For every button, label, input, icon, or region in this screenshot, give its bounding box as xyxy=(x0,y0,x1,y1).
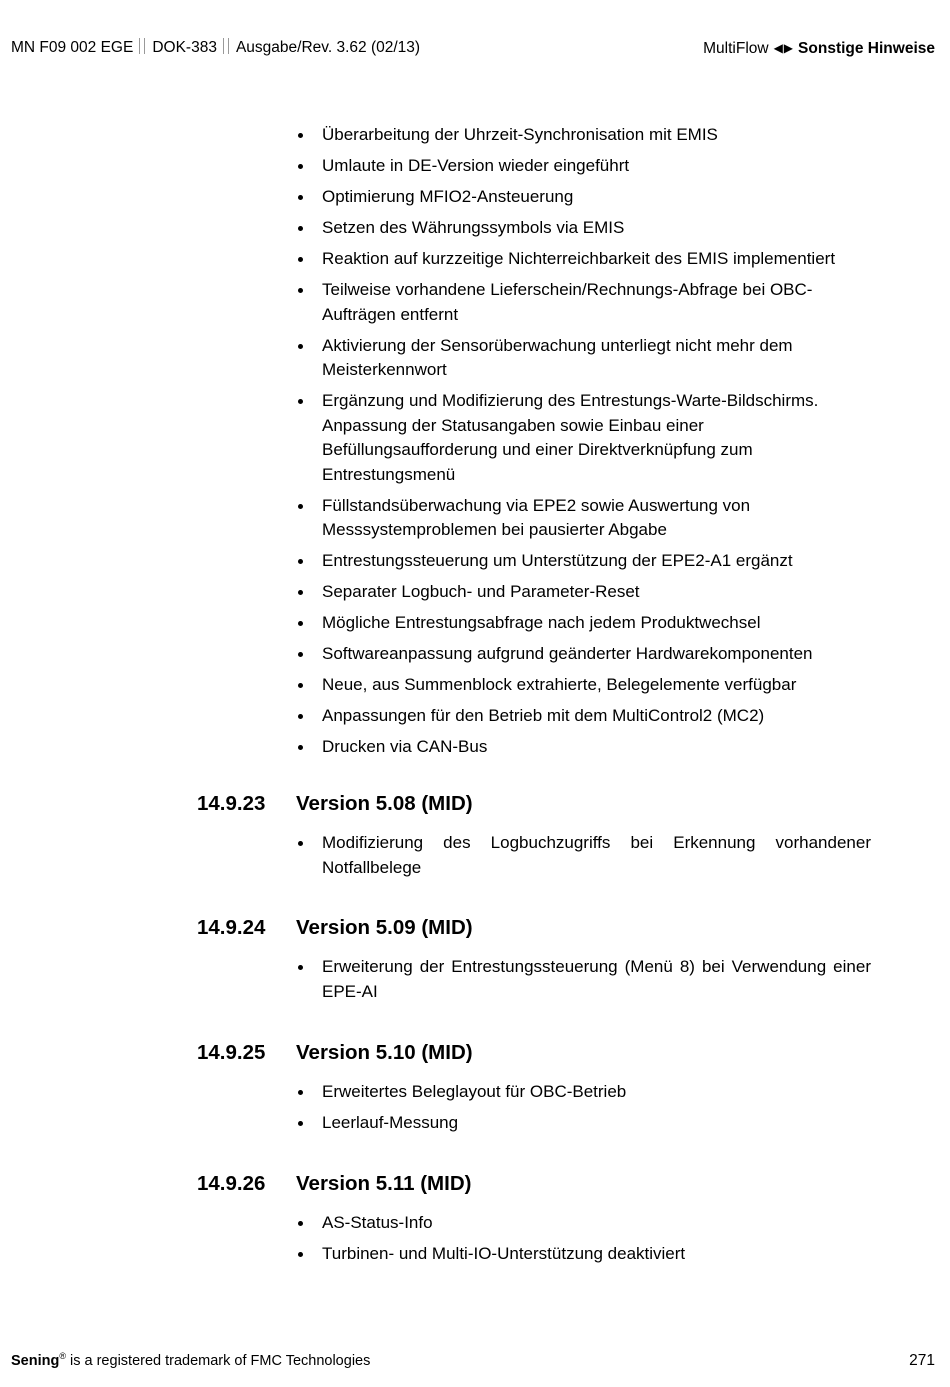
header-arrows-icon: ◀▶ xyxy=(773,41,795,55)
header-dok: DOK-383 xyxy=(152,39,217,56)
section-bullet-list xyxy=(296,1080,871,1142)
section-heading xyxy=(197,915,473,941)
list-item: Softwareanpassung aufgrund geänderter Hardwarekomponenten xyxy=(296,642,871,667)
section-heading xyxy=(197,1040,473,1066)
list-item: Modifizierung des Logbuchzugriffs bei Erkennung vorhandener Notfallbelege xyxy=(296,831,871,880)
page-number: 271 xyxy=(909,1352,935,1369)
list-item: Reaktion auf kurzzeitige Nichterreichbarkeit des EMIS implementiert xyxy=(296,247,871,272)
registered-mark: ® xyxy=(59,1351,66,1361)
list-item: Umlaute in DE-Version wieder eingeführt xyxy=(296,154,871,179)
list-item: Erweiterung der Entrestungssteuerung (Menü 8) bei Verwendung einer EPE-AI xyxy=(296,955,871,1004)
section-number: 14.9.25 xyxy=(197,1041,266,1064)
list-item: Optimierung MFIO2-Ansteuerung xyxy=(296,185,871,210)
list-item: AS-Status-Info xyxy=(296,1211,871,1236)
section-heading xyxy=(197,1171,471,1197)
section-bullet-list xyxy=(296,955,871,1011)
list-item: Entrestungssteuerung um Unterstützung der EPE2-A1 ergänzt xyxy=(296,549,871,574)
header-section-title: Sonstige Hinweise xyxy=(798,40,935,57)
section-title: Version 5.11 (MID) xyxy=(296,1172,472,1195)
list-item: Neue, aus Summenblock extrahierte, Belegelemente verfügbar xyxy=(296,673,871,698)
section-number: 14.9.24 xyxy=(197,916,266,939)
list-item: Füllstandsüberwachung via EPE2 sowie Auswertung von Messsystemproblemen bei pausierter Abgabe xyxy=(296,494,871,543)
section-heading xyxy=(197,791,473,817)
section-number: 14.9.26 xyxy=(197,1172,266,1195)
section-bullet-list xyxy=(296,831,871,887)
list-item: Teilweise vorhandene Lieferschein/Rechnungs-Abfrage bei OBC-Aufträgen entfernt xyxy=(296,278,871,327)
header-document-info xyxy=(11,38,420,58)
list-item: Separater Logbuch- und Parameter-Reset xyxy=(296,580,871,605)
header-doc-id: MN F09 002 EGE xyxy=(11,39,134,56)
section-title: Version 5.09 (MID) xyxy=(296,916,473,939)
list-item: Turbinen- und Multi-IO-Unterstützung deaktiviert xyxy=(296,1242,871,1267)
list-item: Anpassungen für den Betrieb mit dem MultiControl2 (MC2) xyxy=(296,704,871,729)
list-item: Ergänzung und Modifizierung des Entrestungs-Warte-Bildschirms. Anpassung der Statusangaben sowie Einbau einer Befüllungsaufforderung und einer Direktverknüpfung zum Entrestungsmenü xyxy=(296,389,871,487)
list-item: Leerlauf-Messung xyxy=(296,1111,871,1136)
section-number: 14.9.23 xyxy=(197,792,266,815)
intro-bullet-list xyxy=(296,123,871,766)
page-header xyxy=(11,38,935,58)
list-item: Drucken via CAN-Bus xyxy=(296,735,871,760)
header-revision: Ausgabe/Rev. 3.62 (02/13) xyxy=(235,39,421,56)
list-item: Aktivierung der Sensorüberwachung unterliegt nicht mehr dem Meisterkennwort xyxy=(296,334,871,383)
section-title: Version 5.10 (MID) xyxy=(296,1041,473,1064)
list-item: Überarbeitung der Uhrzeit-Synchronisation mit EMIS xyxy=(296,123,871,148)
footer-trademark-text: is a registered trademark of FMC Technologies xyxy=(65,1353,371,1369)
header-separator xyxy=(223,38,229,54)
header-section-info xyxy=(703,38,935,59)
page-footer xyxy=(11,1351,935,1371)
section-title: Version 5.08 (MID) xyxy=(296,792,473,815)
header-separator xyxy=(139,38,145,54)
footer-brand: Sening xyxy=(11,1353,60,1369)
footer-trademark xyxy=(11,1351,370,1371)
section-bullet-list xyxy=(296,1211,871,1273)
header-product: MultiFlow xyxy=(703,40,769,57)
list-item: Erweitertes Beleglayout für OBC-Betrieb xyxy=(296,1080,871,1105)
list-item: Setzen des Währungssymbols via EMIS xyxy=(296,216,871,241)
list-item: Mögliche Entrestungsabfrage nach jedem Produktwechsel xyxy=(296,611,871,636)
